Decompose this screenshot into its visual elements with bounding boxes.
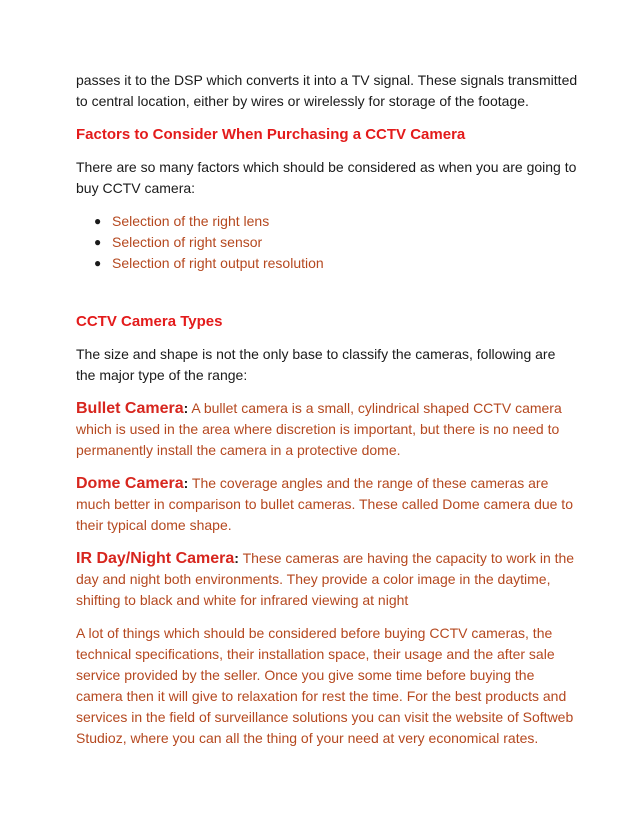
dome-camera-term: Dome Camera bbox=[76, 475, 184, 492]
bullet-camera-term: Bullet Camera bbox=[76, 400, 184, 417]
term-colon: : bbox=[234, 550, 239, 566]
bullet-icon: ● bbox=[94, 256, 102, 270]
bullet-camera-entry bbox=[76, 398, 578, 461]
bullet-text: Selection of the right lens bbox=[112, 213, 270, 229]
ir-camera-description: These cameras are having the capacity to work in the day and night both environments. They provide a color image in the daytime, shifting to black and white for infrared viewing at night bbox=[76, 550, 575, 608]
closing-paragraph: A lot of things which should be considered before buying CCTV cameras, the technical specifications, their installation space, their usage and the after sale service provided by the seller. Once you give some time before buying the camera then it will give to relaxation for rest the time. For the best products and services in the field of surveillance solutions you can visit the website of Softweb Studioz, where you can all the thing of your need at very economical rates. bbox=[76, 625, 574, 746]
list-item bbox=[94, 253, 578, 274]
bullet-text: Selection of right sensor bbox=[112, 234, 263, 250]
ir-camera-term: IR Day/Night Camera bbox=[76, 550, 235, 567]
types-paragraph: The size and shape is not the only base to classify the cameras, following are the major type of the range: bbox=[76, 346, 556, 383]
list-item bbox=[94, 232, 578, 253]
bullet-icon: ● bbox=[94, 235, 102, 249]
bullet-icon: ● bbox=[94, 214, 102, 228]
factors-bullet-list bbox=[76, 211, 578, 274]
bullet-camera-description: A bullet camera is a small, cylindrical shaped CCTV camera which is used in the area where discretion is important, but there is no need to permanently install the camera in a protective dome. bbox=[76, 400, 562, 458]
dome-camera-description: The coverage angles and the range of these cameras are much better in comparison to bullet cameras. These called Dome camera due to their typical dome shape. bbox=[76, 475, 573, 533]
intro-paragraph: passes it to the DSP which converts it into a TV signal. These signals transmitted to central location, either by wires or wirelessly for storage of the footage. bbox=[76, 72, 578, 109]
factors-heading: Factors to Consider When Purchasing a CCTV Camera bbox=[76, 126, 466, 143]
ir-camera-entry bbox=[76, 548, 578, 611]
list-item bbox=[94, 211, 578, 232]
term-colon: : bbox=[183, 475, 189, 491]
term-colon: : bbox=[183, 400, 189, 416]
factors-paragraph: There are so many factors which should be considered as when you are going to buy CCTV camera: bbox=[76, 159, 577, 196]
types-heading: CCTV Camera Types bbox=[76, 313, 223, 330]
dome-camera-entry bbox=[76, 473, 578, 536]
bullet-text: Selection of right output resolution bbox=[112, 255, 324, 271]
